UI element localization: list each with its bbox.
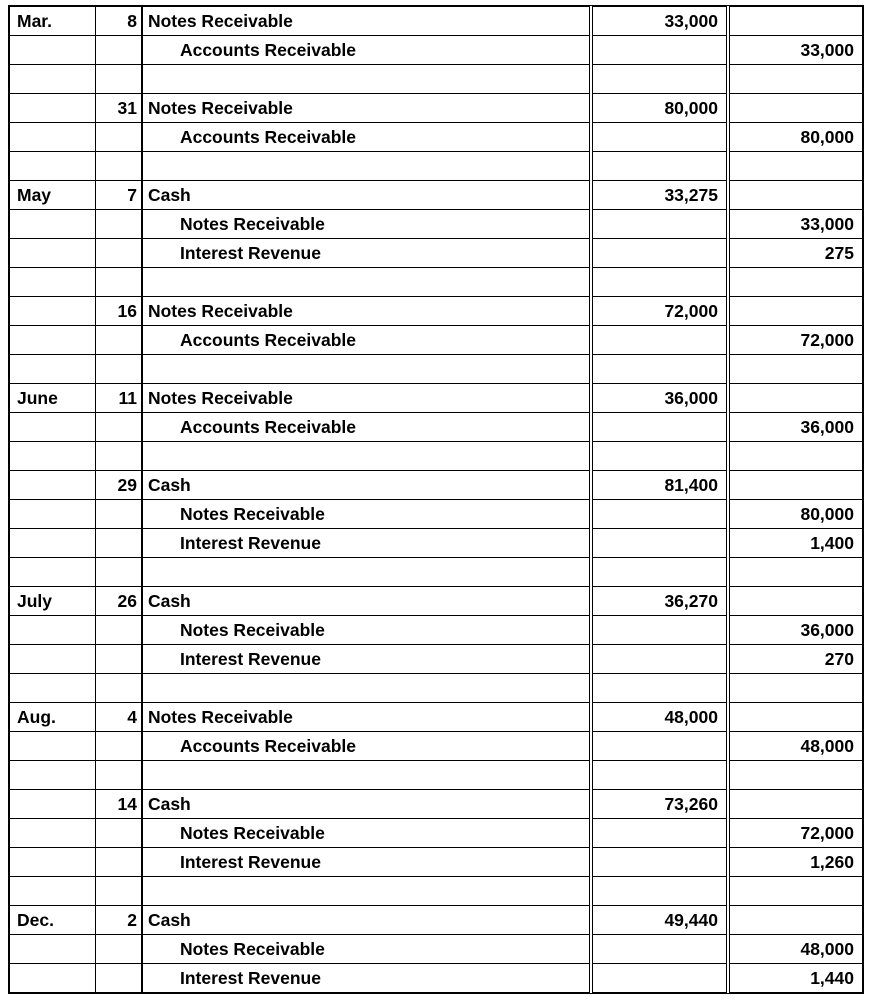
journal-account-label: Interest Revenue	[179, 242, 321, 263]
journal-credit-cell: 48,000	[728, 732, 863, 761]
journal-spacer-row	[10, 355, 863, 384]
journal-account-cell	[142, 65, 591, 94]
journal-month-cell	[10, 674, 96, 703]
journal-month-cell: Dec.	[10, 906, 96, 935]
journal-day-cell	[96, 877, 142, 906]
journal-entry-row	[10, 210, 863, 239]
journal-month-cell	[10, 94, 96, 123]
journal-day-cell: 8	[96, 7, 142, 36]
journal-account-cell: Notes Receivable	[142, 703, 591, 732]
journal-month-cell	[10, 819, 96, 848]
journal-credit-cell	[728, 355, 863, 384]
journal-day-cell: 29	[96, 471, 142, 500]
journal-account-cell	[142, 529, 591, 558]
journal-debit-cell: 72,000	[591, 297, 728, 326]
journal-month-cell	[10, 964, 96, 993]
journal-account-cell	[142, 761, 591, 790]
journal-entry-row	[10, 239, 863, 268]
journal-day-cell	[96, 558, 142, 587]
journal-credit-cell: 72,000	[728, 326, 863, 355]
journal-account-cell: Cash	[142, 181, 591, 210]
journal-debit-cell	[591, 558, 728, 587]
journal-account-cell	[142, 413, 591, 442]
journal-credit-cell	[728, 442, 863, 471]
journal-account-label: Accounts Receivable	[179, 39, 356, 60]
journal-debit-cell	[591, 761, 728, 790]
journal-entry-row	[10, 587, 863, 616]
journal-spacer-row	[10, 558, 863, 587]
journal-account-cell	[142, 36, 591, 65]
journal-entry-row	[10, 529, 863, 558]
journal-debit-cell: 49,440	[591, 906, 728, 935]
journal-day-cell	[96, 413, 142, 442]
journal-month-cell	[10, 558, 96, 587]
journal-credit-cell	[728, 703, 863, 732]
journal-debit-cell	[591, 268, 728, 297]
journal-credit-cell	[728, 471, 863, 500]
journal-debit-cell	[591, 529, 728, 558]
journal-day-cell	[96, 268, 142, 297]
journal-credit-cell: 275	[728, 239, 863, 268]
journal-month-cell	[10, 65, 96, 94]
journal-debit-cell	[591, 123, 728, 152]
journal-spacer-row	[10, 442, 863, 471]
journal-account-cell	[142, 355, 591, 384]
journal-account-label: Interest Revenue	[179, 851, 321, 872]
journal-debit-cell: 80,000	[591, 94, 728, 123]
journal-account-cell	[142, 268, 591, 297]
journal-account-label: Interest Revenue	[179, 967, 321, 988]
journal-entry-row	[10, 645, 863, 674]
journal-debit-cell	[591, 819, 728, 848]
journal-entry-row	[10, 703, 863, 732]
journal-account-cell	[142, 935, 591, 964]
journal-account-label: Interest Revenue	[179, 532, 321, 553]
journal-credit-cell	[728, 297, 863, 326]
journal-day-cell	[96, 761, 142, 790]
journal-credit-cell: 48,000	[728, 935, 863, 964]
journal-entry-row	[10, 326, 863, 355]
journal-debit-cell	[591, 326, 728, 355]
journal-debit-cell: 33,000	[591, 7, 728, 36]
journal-day-cell	[96, 674, 142, 703]
journal-day-cell	[96, 210, 142, 239]
journal-credit-cell: 80,000	[728, 123, 863, 152]
journal-month-cell	[10, 761, 96, 790]
journal-month-cell	[10, 239, 96, 268]
journal-month-cell	[10, 442, 96, 471]
journal-entry-row	[10, 500, 863, 529]
journal-month-cell	[10, 471, 96, 500]
journal-entry-row	[10, 616, 863, 645]
journal-day-cell: 14	[96, 790, 142, 819]
journal-month-cell	[10, 36, 96, 65]
journal-spacer-row	[10, 674, 863, 703]
journal-credit-cell	[728, 268, 863, 297]
journal-account-cell: Notes Receivable	[142, 7, 591, 36]
journal-credit-cell	[728, 152, 863, 181]
journal-account-cell	[142, 239, 591, 268]
journal-credit-cell	[728, 384, 863, 413]
journal-account-cell	[142, 645, 591, 674]
journal-entry-row	[10, 819, 863, 848]
journal-day-cell: 2	[96, 906, 142, 935]
journal-month-cell	[10, 152, 96, 181]
journal-credit-cell	[728, 674, 863, 703]
journal-day-cell	[96, 500, 142, 529]
journal-day-cell	[96, 645, 142, 674]
journal-account-cell	[142, 500, 591, 529]
journal-account-label: Notes Receivable	[179, 213, 325, 234]
journal-credit-cell: 33,000	[728, 210, 863, 239]
journal-debit-cell: 73,260	[591, 790, 728, 819]
journal-credit-cell: 270	[728, 645, 863, 674]
journal-day-cell: 16	[96, 297, 142, 326]
journal-day-cell: 4	[96, 703, 142, 732]
journal-month-cell: Aug.	[10, 703, 96, 732]
journal-day-cell	[96, 326, 142, 355]
journal-day-cell	[96, 442, 142, 471]
journal-account-cell	[142, 152, 591, 181]
journal-debit-cell	[591, 442, 728, 471]
journal-credit-cell	[728, 94, 863, 123]
journal-day-cell: 11	[96, 384, 142, 413]
journal-month-cell	[10, 297, 96, 326]
journal-month-cell	[10, 355, 96, 384]
journal-debit-cell: 33,275	[591, 181, 728, 210]
journal-month-cell	[10, 326, 96, 355]
journal-credit-cell	[728, 587, 863, 616]
journal-debit-cell	[591, 210, 728, 239]
journal-account-cell	[142, 819, 591, 848]
journal-credit-cell	[728, 906, 863, 935]
journal-month-cell	[10, 790, 96, 819]
journal-month-cell	[10, 123, 96, 152]
journal-account-label: Notes Receivable	[179, 619, 325, 640]
journal-spacer-row	[10, 152, 863, 181]
journal-month-cell	[10, 935, 96, 964]
journal-entry-row	[10, 471, 863, 500]
journal-debit-cell	[591, 239, 728, 268]
journal-credit-cell	[728, 877, 863, 906]
journal-account-cell: Cash	[142, 790, 591, 819]
journal-account-cell: Notes Receivable	[142, 297, 591, 326]
journal-credit-cell	[728, 558, 863, 587]
journal-entry-row	[10, 935, 863, 964]
journal-day-cell	[96, 848, 142, 877]
journal-spacer-row	[10, 65, 863, 94]
journal-day-cell	[96, 152, 142, 181]
journal-month-cell	[10, 616, 96, 645]
journal-spacer-row	[10, 877, 863, 906]
journal-entry-row	[10, 790, 863, 819]
journal-debit-cell: 36,270	[591, 587, 728, 616]
journal-debit-cell	[591, 674, 728, 703]
journal-debit-cell: 48,000	[591, 703, 728, 732]
journal-table-body	[10, 7, 863, 993]
journal-entry-row	[10, 732, 863, 761]
journal-day-cell	[96, 529, 142, 558]
journal-account-label: Notes Receivable	[179, 822, 325, 843]
journal-month-cell	[10, 500, 96, 529]
journal-spacer-row	[10, 268, 863, 297]
journal-credit-cell: 1,260	[728, 848, 863, 877]
journal-account-cell	[142, 123, 591, 152]
journal-month-cell	[10, 848, 96, 877]
journal-month-cell: May	[10, 181, 96, 210]
journal-debit-cell	[591, 848, 728, 877]
journal-day-cell	[96, 355, 142, 384]
journal-debit-cell	[591, 36, 728, 65]
journal-day-cell	[96, 239, 142, 268]
journal-month-cell: Mar.	[10, 7, 96, 36]
journal-entry-row	[10, 848, 863, 877]
journal-month-cell	[10, 268, 96, 297]
journal-month-cell	[10, 732, 96, 761]
journal-entry-row	[10, 384, 863, 413]
journal-day-cell	[96, 65, 142, 94]
journal-month-cell	[10, 210, 96, 239]
journal-account-cell	[142, 616, 591, 645]
journal-account-cell: Cash	[142, 587, 591, 616]
journal-credit-cell: 36,000	[728, 413, 863, 442]
journal-account-cell	[142, 674, 591, 703]
journal-entry-row	[10, 413, 863, 442]
journal-entry-row	[10, 123, 863, 152]
journal-debit-cell	[591, 645, 728, 674]
journal-spacer-row	[10, 761, 863, 790]
journal-debit-cell	[591, 732, 728, 761]
journal-day-cell: 7	[96, 181, 142, 210]
journal-credit-cell	[728, 65, 863, 94]
journal-debit-cell	[591, 964, 728, 993]
journal-entry-row	[10, 94, 863, 123]
journal-credit-cell: 72,000	[728, 819, 863, 848]
journal-month-cell	[10, 413, 96, 442]
journal-debit-cell	[591, 413, 728, 442]
journal-entry-row	[10, 906, 863, 935]
journal-credit-cell	[728, 7, 863, 36]
journal-month-cell: July	[10, 587, 96, 616]
journal-debit-cell	[591, 355, 728, 384]
journal-day-cell: 26	[96, 587, 142, 616]
journal-day-cell	[96, 819, 142, 848]
journal-credit-cell: 33,000	[728, 36, 863, 65]
journal-debit-cell	[591, 616, 728, 645]
journal-month-cell	[10, 529, 96, 558]
journal-account-label: Accounts Receivable	[179, 416, 356, 437]
journal-entry-row	[10, 297, 863, 326]
journal-debit-cell: 36,000	[591, 384, 728, 413]
journal-account-cell	[142, 964, 591, 993]
journal-entry-row	[10, 36, 863, 65]
journal-credit-cell: 1,400	[728, 529, 863, 558]
journal-account-cell	[142, 848, 591, 877]
journal-account-cell	[142, 210, 591, 239]
journal-day-cell	[96, 123, 142, 152]
journal-account-label: Accounts Receivable	[179, 735, 356, 756]
journal-day-cell	[96, 616, 142, 645]
journal-day-cell	[96, 964, 142, 993]
journal-account-cell: Cash	[142, 471, 591, 500]
journal-credit-cell	[728, 181, 863, 210]
journal-credit-cell	[728, 761, 863, 790]
journal-account-label: Notes Receivable	[179, 503, 325, 524]
journal-debit-cell	[591, 65, 728, 94]
journal-account-cell	[142, 877, 591, 906]
journal-month-cell: June	[10, 384, 96, 413]
journal-debit-cell	[591, 935, 728, 964]
journal-credit-cell: 36,000	[728, 616, 863, 645]
journal-credit-cell: 80,000	[728, 500, 863, 529]
journal-debit-cell	[591, 877, 728, 906]
journal-account-cell	[142, 326, 591, 355]
journal-account-label: Interest Revenue	[179, 648, 321, 669]
journal-credit-cell: 1,440	[728, 964, 863, 993]
journal-debit-cell	[591, 500, 728, 529]
journal-account-cell: Notes Receivable	[142, 384, 591, 413]
journal-day-cell: 31	[96, 94, 142, 123]
journal-credit-cell	[728, 790, 863, 819]
journal-account-label: Accounts Receivable	[179, 126, 356, 147]
general-journal-table	[9, 6, 863, 993]
journal-account-cell: Notes Receivable	[142, 94, 591, 123]
journal-month-cell	[10, 645, 96, 674]
journal-entry-row	[10, 964, 863, 993]
journal-account-cell	[142, 732, 591, 761]
journal-month-cell	[10, 877, 96, 906]
journal-account-cell	[142, 558, 591, 587]
journal-debit-cell: 81,400	[591, 471, 728, 500]
journal-day-cell	[96, 732, 142, 761]
journal-account-cell: Cash	[142, 906, 591, 935]
journal-account-label: Accounts Receivable	[179, 329, 356, 350]
journal-account-label: Notes Receivable	[179, 938, 325, 959]
journal-debit-cell	[591, 152, 728, 181]
journal-day-cell	[96, 36, 142, 65]
journal-day-cell	[96, 935, 142, 964]
journal-entry-row	[10, 181, 863, 210]
journal-entry-row	[10, 7, 863, 36]
journal-table-frame	[8, 5, 864, 994]
journal-account-cell	[142, 442, 591, 471]
